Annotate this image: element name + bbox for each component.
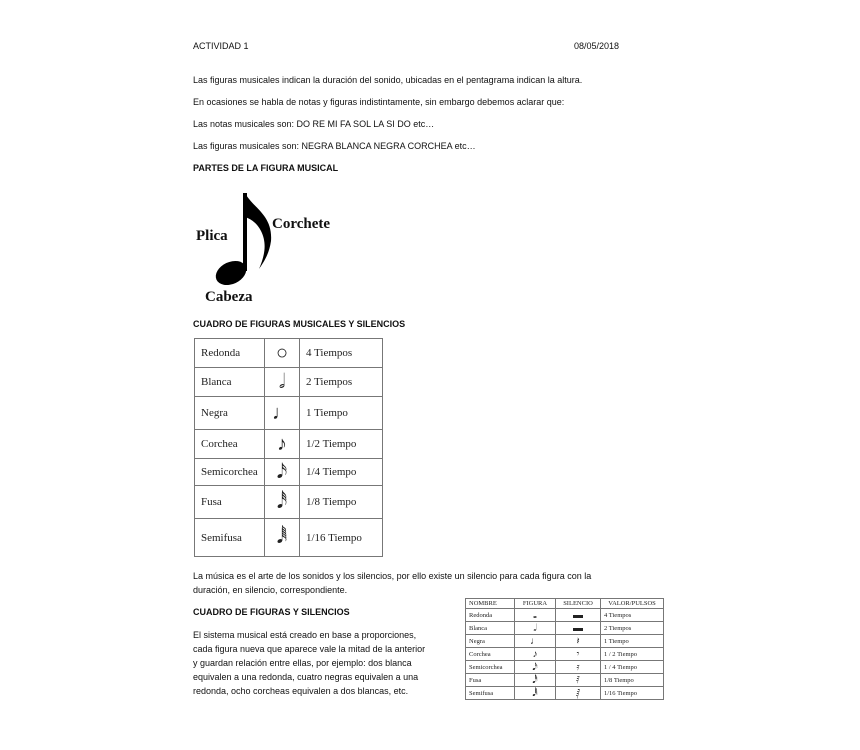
cell-value: 2 Tiempos xyxy=(601,622,664,635)
whole-note-icon: ○ xyxy=(265,339,300,368)
sixty-fourth-note-icon: 𝅘𝅥𝅱 xyxy=(265,519,300,557)
cell-name: Negra xyxy=(466,635,515,648)
sixteenth-rest-icon: 𝄿 xyxy=(556,661,601,674)
half-note-icon: 𝅗𝅥 xyxy=(265,368,300,397)
proportion-line: y guardan relación entre ellas, por ejemplo: dos blanca xyxy=(193,658,412,668)
table-row xyxy=(466,674,664,687)
proportion-line: redonda, ocho corcheas equivalen a dos blancas, etc. xyxy=(193,686,409,696)
figure-name: Corchea xyxy=(195,430,265,459)
thirty-second-rest-icon: 𝅀 xyxy=(556,674,601,687)
proportion-line: cada figura nueva que aparece vale la mitad de la anterior xyxy=(193,644,426,654)
table-row xyxy=(466,635,664,648)
table-row xyxy=(466,648,664,661)
table-row xyxy=(466,622,664,635)
document-date: 08/05/2018 xyxy=(574,41,620,51)
cell-name: Blanca xyxy=(466,622,515,635)
half-note-icon: 𝅗𝅥 xyxy=(515,622,556,635)
sixteenth-note-icon: 𝅘𝅥𝅯 xyxy=(265,459,300,486)
table-row xyxy=(195,486,383,519)
figure-name: Redonda xyxy=(195,339,265,368)
cell-name: Corchea xyxy=(466,648,515,661)
cell-value: 1 / 2 Tiempo xyxy=(601,648,664,661)
label-cabeza: Cabeza xyxy=(205,289,253,305)
column-header: FIGURA xyxy=(515,599,556,609)
figure-duration: 2 Tiempos xyxy=(300,368,383,397)
activity-title: ACTIVIDAD 1 xyxy=(193,41,249,51)
figure-duration: 1/16 Tiempo xyxy=(300,519,383,557)
cell-value: 1 Tiempo xyxy=(601,635,664,648)
eighth-note-icon: ♪ xyxy=(515,648,556,661)
column-header: NOMBRE xyxy=(466,599,515,609)
cell-value: 1 / 4 Tiempo xyxy=(601,661,664,674)
table-row xyxy=(195,519,383,557)
table-row xyxy=(466,661,664,674)
intro-line-1: Las figuras musicales indican la duración del sonido, ubicadas en el pentagrama indican la altura. xyxy=(193,75,583,85)
figure-name: Semifusa xyxy=(195,519,265,557)
eighth-rest-icon: 𝄾 xyxy=(556,648,601,661)
quarter-note-icon: ♩ xyxy=(515,635,556,648)
figure-name: Fusa xyxy=(195,486,265,519)
figure-name: Negra xyxy=(195,397,265,430)
figure-name: Blanca xyxy=(195,368,265,397)
cell-value: 4 Tiempos xyxy=(601,609,664,622)
table-heading: CUADRO DE FIGURAS MUSICALES Y SILENCIOS xyxy=(193,319,406,329)
half-rest-icon: ▬ xyxy=(556,622,601,635)
cell-name: Semifusa xyxy=(466,687,515,700)
figure-duration: 1/4 Tiempo xyxy=(300,459,383,486)
sixty-fourth-rest-icon: 𝅁 xyxy=(556,687,601,700)
silence-text-line-1: La música es el arte de los sonidos y los silencios, por ello existe un silencio para cada figura con la xyxy=(193,571,592,581)
thirty-second-note-icon: 𝅘𝅥𝅰 xyxy=(265,486,300,519)
figures-silences-table xyxy=(465,598,664,700)
intro-line-4: Las figuras musicales son: NEGRA BLANCA NEGRA CORCHEA etc… xyxy=(193,141,476,151)
table-header-row xyxy=(466,599,664,609)
label-corchete: Corchete xyxy=(272,216,331,232)
sixteenth-note-icon: 𝅘𝅥𝅯 xyxy=(515,661,556,674)
figure-name: Semicorchea xyxy=(195,459,265,486)
whole-rest-icon: ▬ xyxy=(556,609,601,622)
intro-line-3: Las notas musicales son: DO RE MI FA SOL LA SI DO etc… xyxy=(193,119,435,129)
cell-name: Fusa xyxy=(466,674,515,687)
whole-note-icon: 𝅝 xyxy=(515,609,556,622)
column-header: VALOR/PULSOS xyxy=(601,599,664,609)
sixty-fourth-note-icon: 𝅘𝅥𝅱 xyxy=(515,687,556,700)
cell-value: 1/8 Tiempo xyxy=(601,674,664,687)
column-header: SILENCIO xyxy=(556,599,601,609)
table-row xyxy=(195,430,383,459)
quarter-note-icon: ♩ xyxy=(265,397,300,430)
table-row xyxy=(195,397,383,430)
thirty-second-note-icon: 𝅘𝅥𝅰 xyxy=(515,674,556,687)
parts-heading: PARTES DE LA FIGURA MUSICAL xyxy=(193,163,339,173)
figures-table xyxy=(194,338,383,557)
table-row xyxy=(466,609,664,622)
table-row xyxy=(195,339,383,368)
proportion-line: El sistema musical está creado en base a proporciones, xyxy=(193,630,417,640)
proportion-line: equivalen a una redonda, cuatro negras equivalen a una xyxy=(193,672,419,682)
table-row xyxy=(466,687,664,700)
cell-name: Semicorchea xyxy=(466,661,515,674)
figure-duration: 1/8 Tiempo xyxy=(300,486,383,519)
table-row xyxy=(195,368,383,397)
proportion-paragraph xyxy=(193,628,443,698)
cell-name: Redonda xyxy=(466,609,515,622)
figure-duration: 4 Tiempos xyxy=(300,339,383,368)
figure-duration: 1 Tiempo xyxy=(300,397,383,430)
quarter-rest-icon: 𝄽 xyxy=(556,635,601,648)
silence-text-line-2: duración, en silencio, correspondiente. xyxy=(193,585,348,595)
small-table-heading: CUADRO DE FIGURAS Y SILENCIOS xyxy=(193,607,350,617)
note-anatomy-figure xyxy=(193,183,340,308)
intro-line-2: En ocasiones se habla de notas y figuras indistintamente, sin embargo debemos aclarar que: xyxy=(193,97,565,107)
label-plica: Plica xyxy=(196,228,228,244)
eighth-note-icon: ♪ xyxy=(265,430,300,459)
cell-value: 1/16 Tiempo xyxy=(601,687,664,700)
table-row xyxy=(195,459,383,486)
figure-duration: 1/2 Tiempo xyxy=(300,430,383,459)
